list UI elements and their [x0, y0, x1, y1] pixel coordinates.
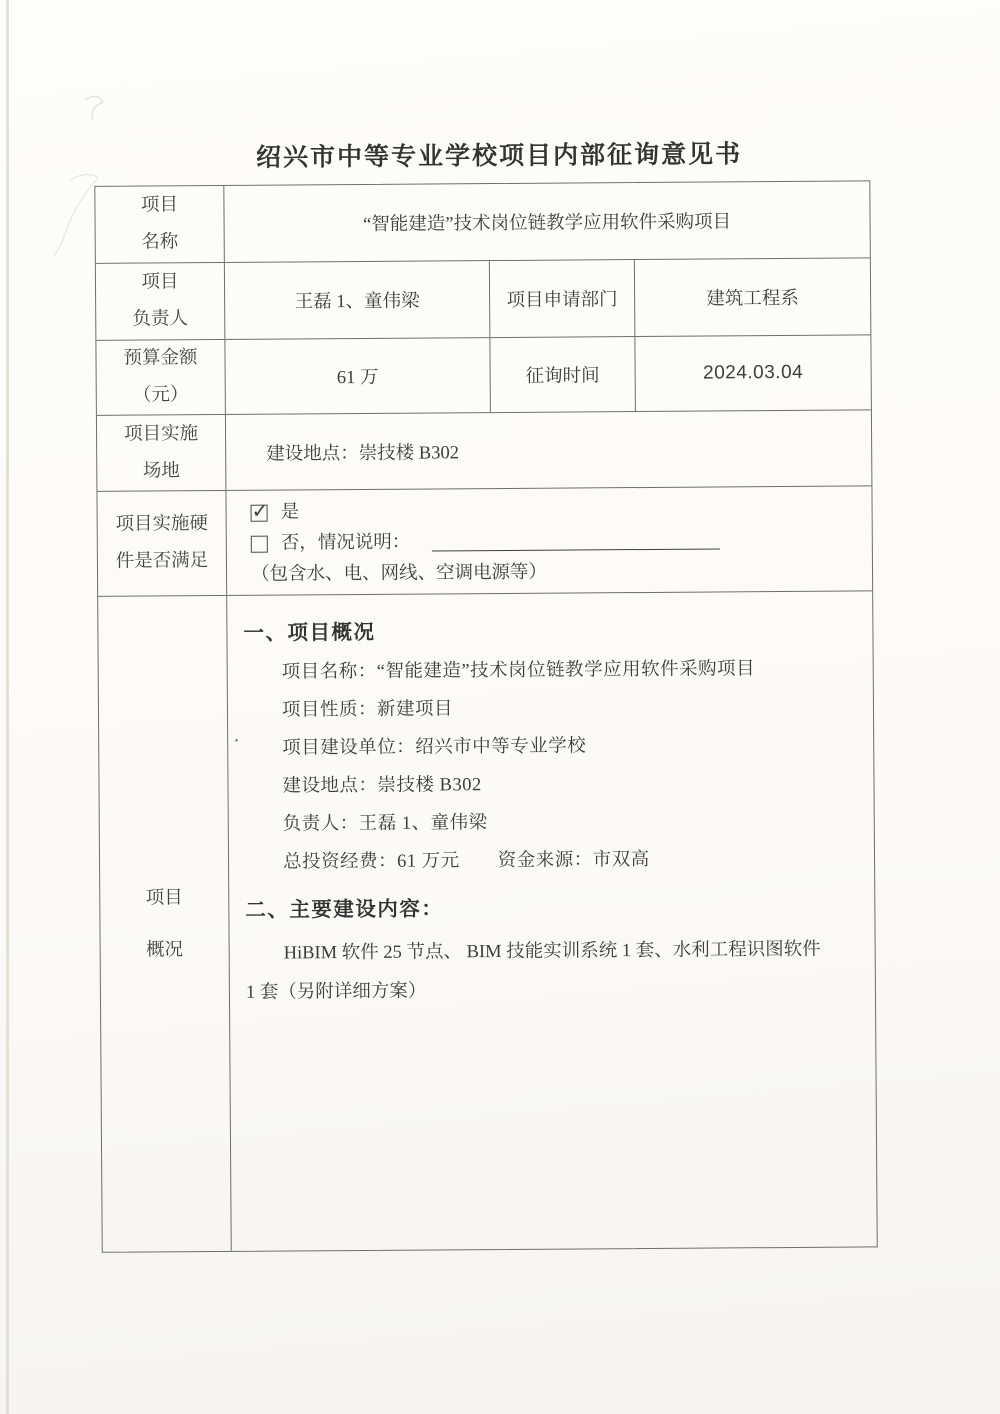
hardware-note-row	[251, 558, 862, 586]
overview-content-line1: HiBIM 软件 25 节点、 BIM 技能实训系统 1 套、水利工程识图软件	[283, 939, 821, 964]
site-label: 项目实施 场地	[123, 423, 199, 481]
overview-line: 项目性质：新建项目	[281, 699, 454, 721]
overview-line: 总投资经费：61 万元 资金来源：市双高	[282, 849, 650, 873]
overview-line: 项目名称：“智能建造”技术岗位链教学应用软件采购项目	[281, 659, 756, 683]
consult-time-label: 征询时间	[489, 337, 635, 412]
option-yes-row	[251, 496, 862, 524]
overview-section2-heading: 二、主要建设内容：	[245, 898, 444, 922]
overview-content-line2: 1 套（另附详细方案）	[245, 981, 427, 1003]
row-overview	[98, 590, 877, 1251]
overview-content	[226, 591, 877, 1250]
option-no-row	[251, 527, 862, 555]
form-table	[94, 180, 877, 1252]
hardware-options	[225, 486, 872, 595]
overview-line: 项目建设单位：绍兴市中等专业学校	[282, 736, 587, 759]
document-title: 绍兴市中等专业学校项目内部征询意见书	[256, 140, 743, 172]
row-project-name	[95, 181, 870, 262]
checkbox-yes-checked-icon	[251, 498, 269, 523]
budget-label: 预算金额 （元）	[123, 348, 198, 406]
apply-department-value: 建筑工程系	[634, 258, 871, 336]
row-budget	[96, 334, 871, 414]
overview-label: 项目 概况	[145, 887, 184, 960]
project-leader-label: 项目 负责人	[132, 272, 189, 330]
hardware-note: （包含水、电、网线、空调电源等）	[250, 562, 548, 585]
row-project-leader	[96, 257, 871, 339]
budget-value: 61 万	[224, 338, 490, 414]
checkbox-no-unchecked-icon	[251, 535, 268, 552]
overview-line: 建设地点：崇技楼 B302	[282, 775, 482, 797]
project-leader-value: 王磊 1、童伟梁	[224, 261, 490, 339]
blank-fill-line	[431, 531, 719, 551]
check-mark-icon: ✓	[251, 498, 269, 523]
overview-line: 负责人：王磊 1、童伟梁	[282, 813, 488, 835]
apply-department-label: 项目申请部门	[489, 260, 635, 337]
project-name-value: “智能建造”技术岗位链教学应用软件采购项目	[223, 181, 870, 262]
stray-dot-artifact: ·	[233, 729, 240, 752]
option-yes-label: 是	[280, 502, 300, 523]
overview-section1-heading: 一、项目概况	[243, 621, 376, 645]
project-name-label: 项目 名称	[140, 195, 179, 253]
row-hardware	[97, 485, 872, 595]
site-value: 建设地点：崇技楼 B302	[225, 410, 872, 490]
option-no-label: 否，情况说明：	[280, 532, 411, 554]
row-site	[97, 409, 872, 490]
hardware-label: 项目实施硬 件是否满足	[115, 514, 209, 572]
consult-time-value: 2024.03.04	[634, 335, 871, 411]
